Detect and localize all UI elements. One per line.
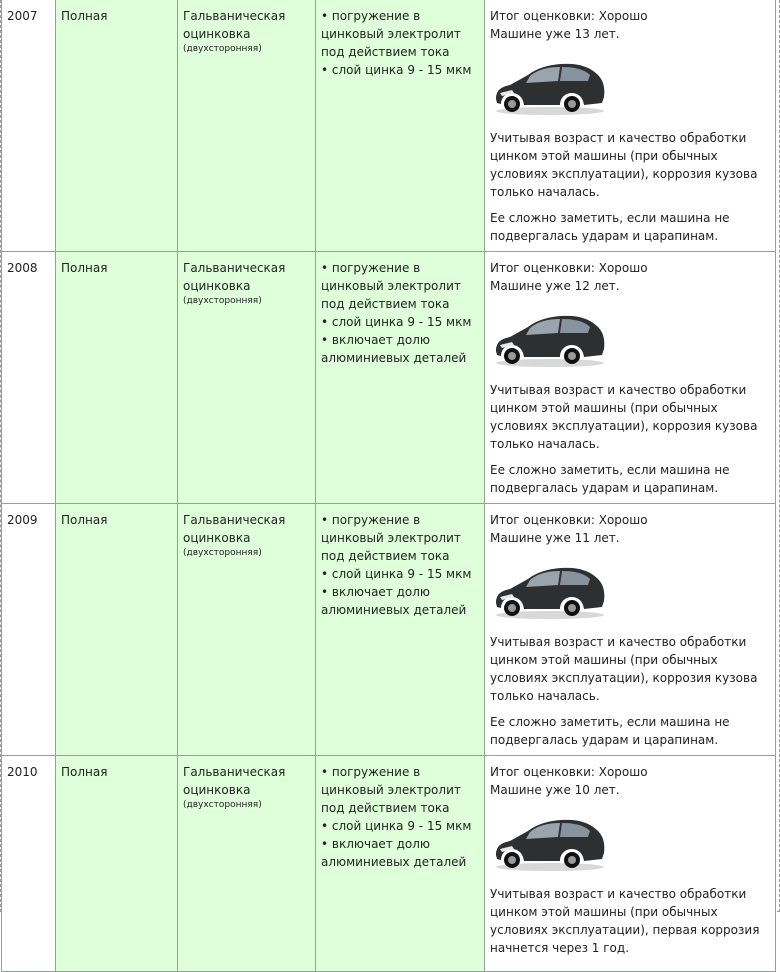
coverage-cell	[56, 504, 178, 756]
table-row	[2, 252, 776, 504]
process-cell	[316, 504, 485, 756]
process-item: • включает долю алюминиевых деталей	[321, 837, 467, 869]
process-item: • погружение в цинковый электролит под действием тока	[321, 513, 461, 563]
evaluation-description: Учитывая возраст и качество обработки цинком этой машины (при обычных условиях эксплуатации), коррозия кузова только началась.	[490, 635, 758, 703]
process-item: • включает долю алюминиевых деталей	[321, 585, 467, 617]
evaluation-cell	[485, 504, 776, 756]
treatment-type-note: (двухсторонняя)	[183, 44, 262, 54]
evaluation-note: Ее сложно заметить, если машина не подвергалась ударам и царапинам.	[490, 463, 730, 495]
coverage-cell	[56, 252, 178, 504]
table-row	[2, 504, 776, 756]
year-value: 2009	[7, 513, 38, 527]
age-text: Машине уже 10 лет.	[490, 783, 620, 797]
year-cell	[2, 504, 56, 756]
process-item: • погружение в цинковый электролит под действием тока	[321, 261, 461, 311]
car-image	[492, 55, 608, 117]
coverage-cell	[56, 756, 178, 972]
rating-text: Итог оценковки: Хорошо	[490, 261, 648, 275]
process-item: • погружение в цинковый электролит под действием тока	[321, 9, 461, 59]
age-text: Машине уже 11 лет.	[490, 531, 620, 545]
car-image	[492, 307, 608, 369]
car-image	[492, 559, 608, 621]
galvanization-table	[1, 0, 776, 972]
evaluation-note: Ее сложно заметить, если машина не подвергалась ударам и царапинам.	[490, 715, 730, 747]
age-text: Машине уже 13 лет.	[490, 27, 620, 41]
coverage-value: Полная	[61, 765, 108, 779]
year-cell	[2, 252, 56, 504]
year-cell	[2, 0, 56, 252]
process-item: • включает долю алюминиевых деталей	[321, 333, 467, 365]
rating-text: Итог оценковки: Хорошо	[490, 9, 648, 23]
treatment-type: Гальваническая оцинковка	[183, 9, 286, 41]
treatment-type-cell	[178, 0, 316, 252]
table-row	[2, 0, 776, 252]
treatment-type-cell	[178, 756, 316, 972]
evaluation-description: Учитывая возраст и качество обработки цинком этой машины (при обычных условиях эксплуатации), первая коррозия начнется через 1 год.	[490, 887, 760, 955]
coverage-value: Полная	[61, 9, 108, 23]
year-value: 2010	[7, 765, 38, 779]
rating-text: Итог оценковки: Хорошо	[490, 765, 648, 779]
rating-text: Итог оценковки: Хорошо	[490, 513, 648, 527]
process-item: • слой цинка 9 - 15 мкм	[321, 819, 472, 833]
car-image	[492, 811, 608, 873]
treatment-type-note: (двухсторонняя)	[183, 800, 262, 810]
treatment-type: Гальваническая оцинковка	[183, 513, 286, 545]
process-item: • слой цинка 9 - 15 мкм	[321, 567, 472, 581]
coverage-value: Полная	[61, 261, 108, 275]
evaluation-description: Учитывая возраст и качество обработки цинком этой машины (при обычных условиях эксплуатации), коррозия кузова только началась.	[490, 383, 758, 451]
age-text: Машине уже 12 лет.	[490, 279, 620, 293]
evaluation-description: Учитывая возраст и качество обработки цинком этой машины (при обычных условиях эксплуатации), коррозия кузова только началась.	[490, 131, 758, 199]
treatment-type-note: (двухсторонняя)	[183, 296, 262, 306]
evaluation-cell	[485, 0, 776, 252]
process-cell	[316, 756, 485, 972]
treatment-type: Гальваническая оцинковка	[183, 261, 286, 293]
year-value: 2008	[7, 261, 38, 275]
coverage-cell	[56, 0, 178, 252]
evaluation-note: Ее сложно заметить, если машина не подвергалась ударам и царапинам.	[490, 211, 730, 243]
treatment-type-cell	[178, 252, 316, 504]
evaluation-cell	[485, 756, 776, 972]
coverage-value: Полная	[61, 513, 108, 527]
process-cell	[316, 252, 485, 504]
process-cell	[316, 0, 485, 252]
treatment-type: Гальваническая оцинковка	[183, 765, 286, 797]
process-item: • слой цинка 9 - 15 мкм	[321, 63, 472, 77]
process-item: • слой цинка 9 - 15 мкм	[321, 315, 472, 329]
table-row	[2, 756, 776, 972]
year-cell	[2, 756, 56, 972]
process-item: • погружение в цинковый электролит под действием тока	[321, 765, 461, 815]
evaluation-cell	[485, 252, 776, 504]
treatment-type-note: (двухсторонняя)	[183, 548, 262, 558]
year-value: 2007	[7, 9, 38, 23]
treatment-type-cell	[178, 504, 316, 756]
